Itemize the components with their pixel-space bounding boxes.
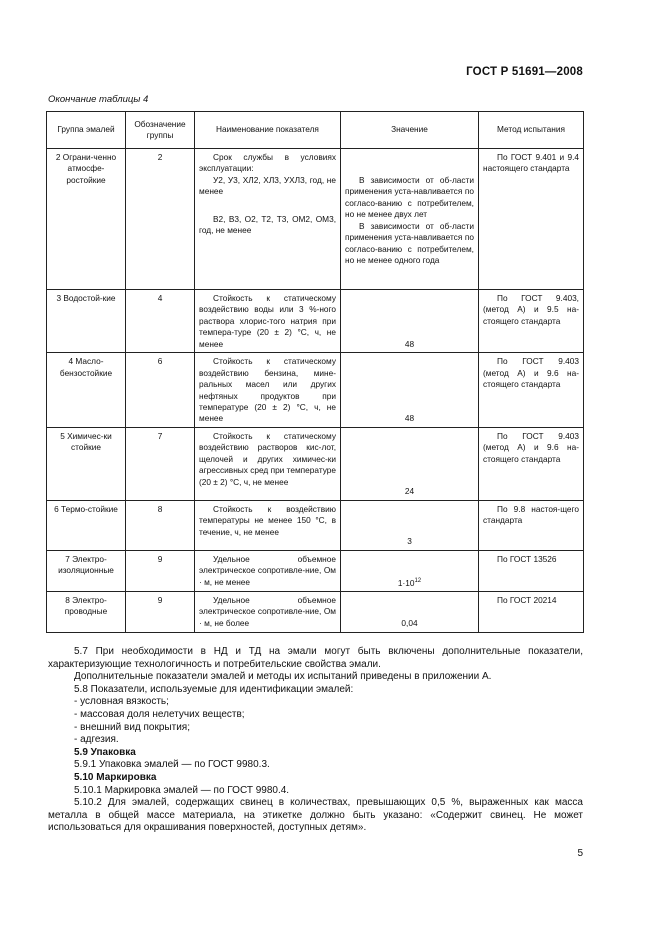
indicator-text: Стойкость к воздействию температуры не менее 150 °С, в течение, ч, не менее [199,503,336,537]
indicator-cell [195,290,341,353]
group-cell: 8 Электро-проводные [47,591,126,632]
indicator-cell [195,149,341,290]
value-text: 48 [404,338,415,349]
column-header: Значение [341,112,479,149]
value-cell [341,427,479,500]
list-item: - адгезия. [74,734,119,746]
list-item: - массовая доля нелетучих веществ; [74,708,245,720]
method-cell [479,290,584,353]
method-text: По ГОСТ 13526 [497,553,557,564]
code-cell: 6 [126,353,195,428]
indicator-text: В2, В3, О2, Т2, Т3, ОМ2, ОМ3, год, не менее [199,213,336,236]
column-header: Группа эмалей [47,112,126,149]
table-header-row [47,112,584,149]
method-cell [479,353,584,428]
table-row [47,591,584,632]
indicator-text: Стойкость к статическому воздействию бензина, мине-ральных масел или других нефтяных продуктов при температуре (20 ± 2) °С, ч, не менее [199,356,336,424]
value-cell [341,353,479,428]
paragraph: 5.8 Показатели, используемые для идентификации эмалей: [74,683,354,695]
paragraph: 5.9.1 Упаковка эмалей — по ГОСТ 9980.3. [74,759,270,771]
method-text: По ГОСТ 9.401 и 9.4 настоящего стандарта [483,152,579,174]
method-text: По ГОСТ 9.403 (метод А) и 9.6 на-стоящего стандарта [483,430,579,464]
table-row [47,500,584,550]
method-text: По ГОСТ 9.403, (метод А) и 9.5 на-стоящего стандарта [483,293,579,326]
indicator-text: Срок службы в условиях эксплуатации: [199,152,336,174]
method-cell [479,550,584,591]
indicator-text: Удельное объемное электрическое сопротивле-ние, Ом · м, не более [199,594,336,628]
indicator-cell [195,550,341,591]
code-cell: 4 [126,290,195,353]
section-heading: 5.9 Упаковка [74,746,136,758]
indicator-text: Стойкость к статическому воздействию воды или 3 %-ного раствора хлорис-того натрия при темпера-туре (20 ± 2) °С, ч, не менее [199,293,336,349]
value-exponent: 12 [414,577,422,584]
indicator-cell [195,591,341,632]
value-text: 48 [404,413,415,424]
indicator-text: Удельное объемное электрическое сопротивле-ние, Ом · м, не менее [199,553,336,587]
value-mantissa: 1·10 [397,577,415,588]
table-row [47,550,584,591]
indicators-table [46,111,584,633]
paragraph: 5.10.2 Для эмалей, содержащих свинец в количествах, превышающих 0,5 %, выраженных как масса металла в общей массе материала, на этикетке должно быть указано: «Содержит свинец. Не может использоваться для окрашивания поверхностей, доступных детям». [48,797,583,834]
table-caption: Окончание таблицы 4 [48,94,149,105]
paragraph: 5.7 При необходимости в НД и ТД на эмали могут быть включены дополнительные показатели, характеризующие технологичность и потребительские свойства эмали. [48,646,583,670]
group-cell: 6 Термо-стойкие [47,500,126,550]
column-header: Обозначение группы [126,112,195,149]
value-text: 0,04 [401,618,418,629]
code-cell: 9 [126,591,195,632]
body-text [48,646,583,835]
group-cell: 4 Масло-бензостойкие [47,353,126,428]
method-cell [479,149,584,290]
code-cell: 7 [126,427,195,500]
section-heading: 5.10 Маркировка [74,771,157,783]
value-cell [341,149,479,290]
method-text: По ГОСТ 20214 [497,594,557,605]
method-text: По 9.8 настоя-щего стандарта [483,503,579,526]
column-header: Наименование показателя [195,112,341,149]
method-cell [479,427,584,500]
value-cell [341,550,479,591]
paragraph: Дополнительные показатели эмалей и методы их испытаний приведены в приложении А. [74,671,492,683]
table-row [47,353,584,428]
value-text: В зависимости от об-ласти применения уста-навливается по согласо-ванию с потребителем, но не менее двух лет [345,175,474,220]
column-header: Метод испытания [479,112,584,149]
indicator-text: Стойкость к статическому воздействию растворов кис-лот, щелочей и других химичес-ки агрессивных сред при температуре (20 ± 2) °С, ч, не менее [199,430,336,487]
list-item: - условная вязкость; [74,696,169,708]
list-item: - внешний вид покрытия; [74,721,190,733]
paragraph: 5.10.1 Маркировка эмалей — по ГОСТ 9980.4. [74,784,290,796]
indicator-cell [195,353,341,428]
method-cell [479,500,584,550]
value-text: 3 [407,536,412,547]
page-number: 5 [577,848,583,859]
document-title: ГОСТ Р 51691—2008 [466,66,583,78]
value-cell [341,500,479,550]
group-cell: 7 Электро-изоляционные [47,550,126,591]
value-cell [341,591,479,632]
table-row [47,290,584,353]
table-row [47,427,584,500]
code-cell: 2 [126,149,195,290]
value-cell [341,290,479,353]
value-text: В зависимости от об-ласти применения уста-навливается по согласо-ванию с потребителем, но не менее одного года [345,220,474,266]
code-cell: 8 [126,500,195,550]
group-cell: 5 Химичес-ки стойкие [47,427,126,500]
group-cell: 3 Водостой-кие [47,290,126,353]
indicator-cell [195,427,341,500]
indicator-text: У2, У3, ХЛ2, ХЛ3, УХЛ3, год, не менее [199,174,336,197]
value-text: 24 [404,486,415,497]
method-cell [479,591,584,632]
method-text: По ГОСТ 9.403 (метод А) и 9.6 на-стоящего стандарта [483,356,579,390]
indicator-cell [195,500,341,550]
value-text [345,577,474,589]
code-cell: 9 [126,550,195,591]
group-cell: 2 Ограни-ченно атмосфе-ростойкие [47,149,126,290]
table-row [47,149,584,290]
